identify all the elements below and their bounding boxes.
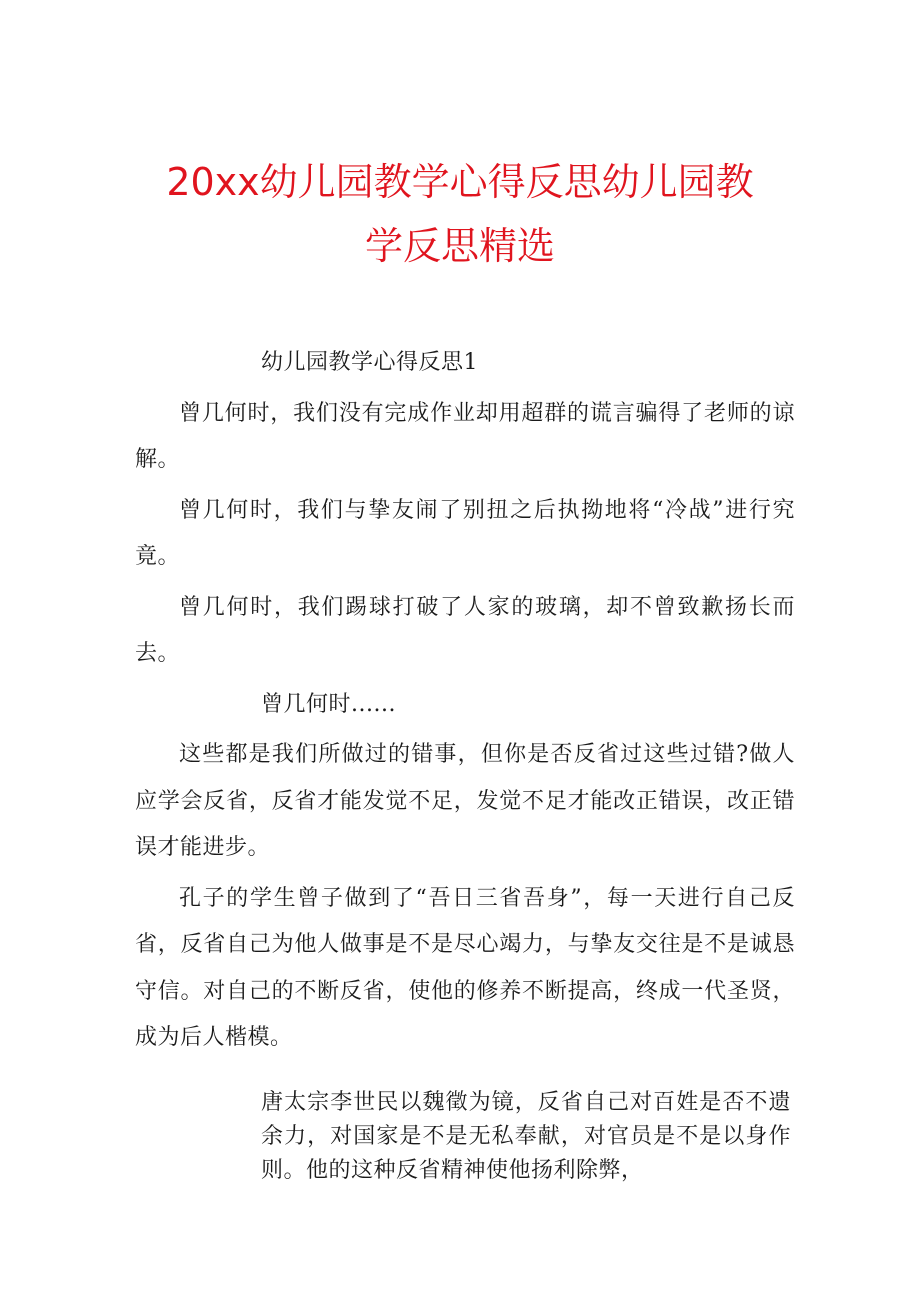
paragraph-6: 孔子的学生曾子做到了“吾日三省吾身”，每一天进行自己反省，反省自己为他人做事是不是尽心竭力，与挚友交往是不是诚恳守信。对自己的不断反省，使他的修养不断提高，终成一代圣贤，成为后人楷模。 [135,885,795,1050]
paragraph-5: 这些都是我们所做过的错事，但你是否反省过这些过错?做人应学会反省，反省才能发觉不足，发觉不足才能改正错误，改正错误才能进步。 [135,742,795,860]
paragraph-3: 曾几何时，我们踢球打破了人家的玻璃，却不曾致歉扬长而去。 [135,594,795,666]
title-line-2: 学反思精选 [364,224,555,268]
paragraph-4: 曾几何时...... [261,691,396,717]
paragraph-2: 曾几何时，我们与挚友闹了别扭之后执拗地将“冷战”进行究竟。 [135,497,795,569]
title-line-1: 20xx幼儿园教学心得反思幼儿园教 [166,160,754,204]
section-heading: 幼儿园教学心得反思1 [261,350,478,375]
paragraph-1: 曾几何时，我们没有完成作业却用超群的谎言骗得了老师的谅解。 [135,400,795,472]
document-title [120,150,800,278]
paragraph-7: 唐太宗李世民以魏徵为镜，反省自己对百姓是否不遗余力，对国家是不是无私奉献，对官员是不是以身作则。他的这种反省精神使他扬利除弊， [261,1089,791,1183]
document-body [135,340,795,1192]
